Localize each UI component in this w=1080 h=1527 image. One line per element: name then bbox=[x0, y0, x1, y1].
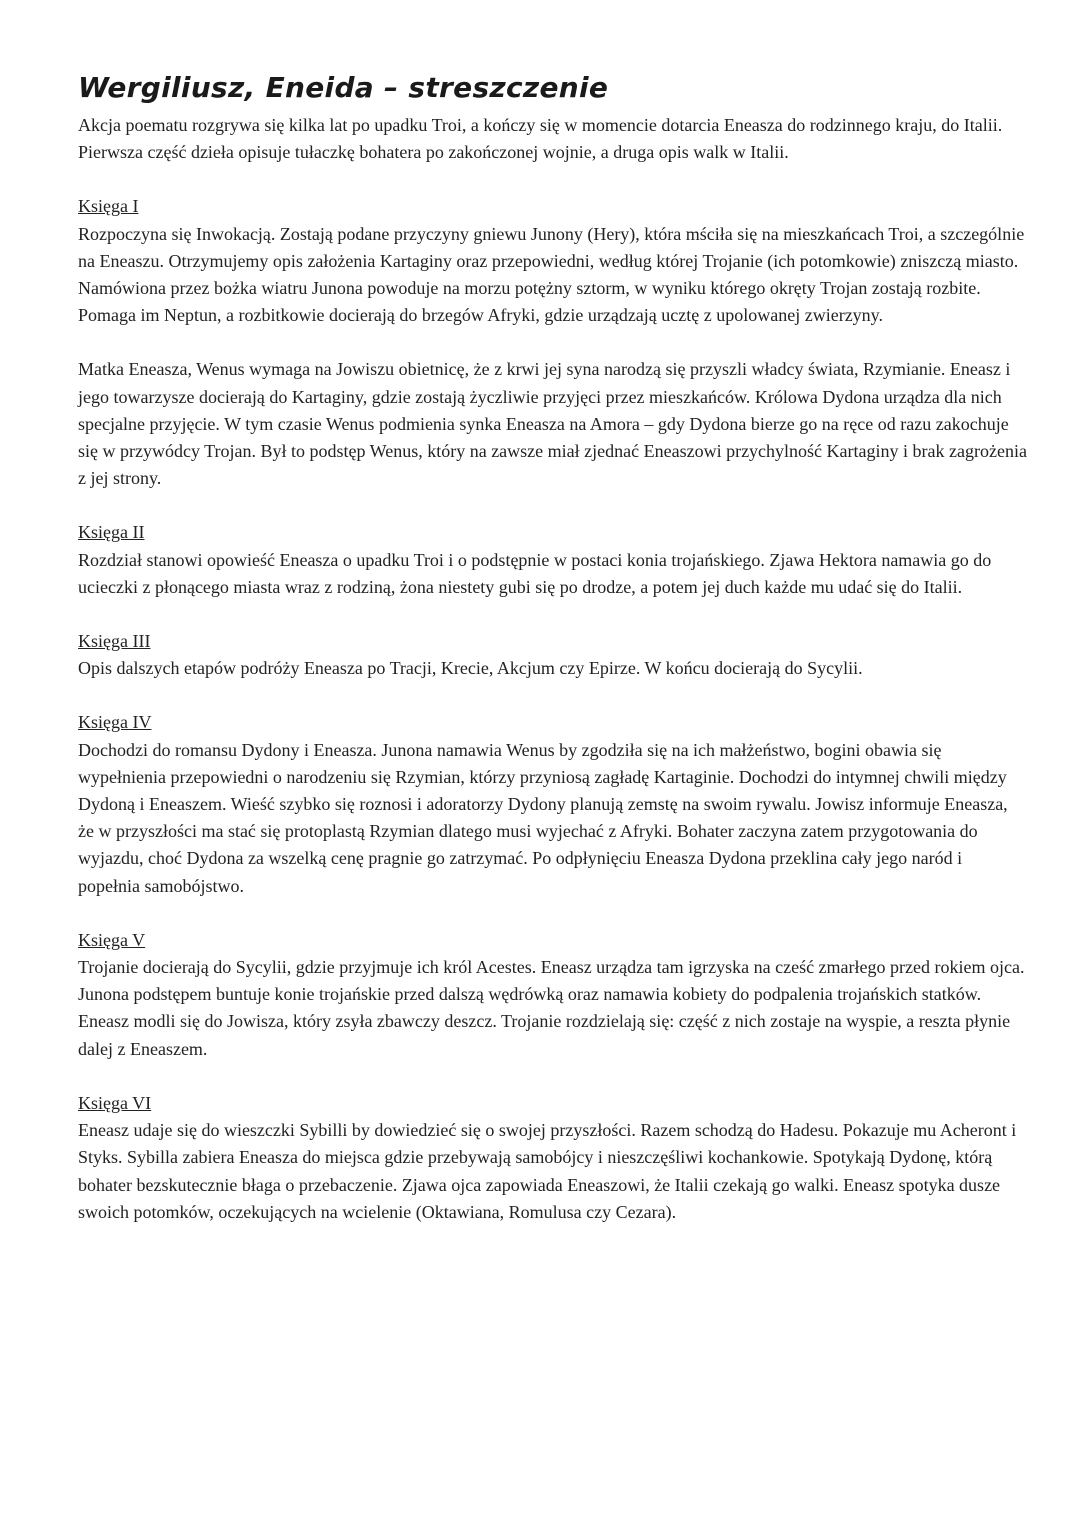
intro-paragraph: Akcja poematu rozgrywa się kilka lat po upadku Troi, a kończy się w momencie dotarcia Eneasza do rodzinnego kraju, do Italii. Pierwsza część dzieła opisuje tułaczkę bohatera po zakończonej wojnie, a druga opis walk w Italii. bbox=[78, 115, 1003, 163]
document-title: Wergiliusz, Eneida – streszczenie bbox=[78, 71, 609, 104]
section-paragraph: Opis dalszych etapów podróży Eneasza po Tracji, Krecie, Akcjum czy Epirze. W końcu docierają do Sycylii. bbox=[78, 658, 863, 679]
section-ksiega-2 bbox=[78, 519, 1028, 601]
section-ksiega-6 bbox=[78, 1090, 1028, 1226]
section-heading: Księga I bbox=[78, 196, 139, 217]
section-paragraph: Rozdział stanowi opowieść Eneasza o upadku Troi i o podstępnie w postaci konia trojańskiego. Zjawa Hektora namawia go do ucieczki z płonącego miasta wraz z rodziną, żona niestety gubi się po drodze, a potem jej duch każde mu udać się do Italii. bbox=[78, 549, 992, 597]
section-heading: Księga III bbox=[78, 631, 151, 652]
section-heading: Księga IV bbox=[78, 712, 152, 733]
section-ksiega-5 bbox=[78, 927, 1028, 1063]
section-heading: Księga V bbox=[78, 929, 146, 950]
document-page bbox=[78, 68, 1028, 1226]
section-paragraph: Trojanie docierają do Sycylii, gdzie przyjmuje ich król Acestes. Eneasz urządza tam igrzyska na cześć zmarłego przed rokiem ojca. Junona podstępem buntuje konie trojańskie przed dalszą wędrówką oraz namawia kobiety do podpalenia trojańskich statków. Eneasz modli się do Jowisza, który zsyła zbawczy deszcz. Trojanie rozdzielają się: część z nich zostaje na wyspie, a reszta płynie dalej z Eneaszem. bbox=[78, 957, 1025, 1059]
section-ksiega-1 bbox=[78, 193, 1028, 492]
section-heading: Księga II bbox=[78, 522, 145, 543]
section-heading: Księga VI bbox=[78, 1092, 152, 1113]
section-ksiega-4 bbox=[78, 709, 1028, 899]
section-paragraph: Eneasz udaje się do wieszczki Sybilli by dowiedzieć się o swojej przyszłości. Razem schodzą do Hadesu. Pokazuje mu Acheront i Styks. Sybilla zabiera Eneasza do miejsca gdzie przebywają samobójcy i nieszczęśliwi kochankowie. Spotykają Dydonę, którą bohater bezskutecznie błaga o przebaczenie. Zjawa ojca zapowiada Eneaszowi, że Italii czekają go walki. Eneasz spotyka dusze swoich potomków, oczekujących na wcielenie (Oktawiana, Romulusa czy Cezara). bbox=[78, 1120, 1017, 1222]
section-paragraph: Rozpoczyna się Inwokacją. Zostają podane przyczyny gniewu Junony (Hery), która mściła się na mieszkańcach Troi, a szczególnie na Eneaszu. Otrzymujemy opis założenia Kartaginy oraz przepowiedni, według której Trojanie (ich potomkowie) zniszczą miasto. Namówiona przez bożka wiatru Junona powoduje na morzu potężny sztorm, w wyniku którego okręty Trojan zostają rozbite. Pomaga im Neptun, a rozbitkowie docierają do brzegów Afryki, gdzie urządzają ucztę z upolowanej zwierzyny. bbox=[78, 223, 1025, 326]
section-paragraph: Dochodzi do romansu Dydony i Eneasza. Junona namawia Wenus by zgodziła się na ich małżeństwo, bogini obawia się wypełnienia przepowiedni o narodzeniu się Rzymian, którzy przyniosą zagładę Kartaginie. Dochodzi do intymnej chwili między Dydoną i Eneaszem. Wieść szybko się roznosi i adoratorzy Dydony planują zemstę na swoim rywalu. Jowisz informuje Eneasza, że w przyszłości ma stać się protoplastą Rzymian dlatego musi wyjechać z Afryki. Bohater zaczyna zatem przygotowania do wyjazdu, choć Dydona za wszelką cenę pragnie go zatrzymać. Po odpłynięciu Eneasza Dydona przeklina cały jego naród i popełnia samobójstwo. bbox=[78, 739, 1008, 896]
section-ksiega-3 bbox=[78, 628, 1028, 682]
section-paragraph: Matka Eneasza, Wenus wymaga na Jowiszu obietnicę, że z krwi jej syna narodzą się przyszli władcy świata, Rzymianie. Eneasz i jego towarzysze docierają do Kartaginy, gdzie zostają życzliwie przyjęci przez mieszkańców. Królowa Dydona urządza dla nich specjalne przyjęcie. W tym czasie Wenus podmienia synka Eneasza na Amora – gdy Dydona bierze go na ręce od razu zakochuje się w przywódcy Trojan. Był to podstęp Wenus, który na zawsze miał zjednać Eneaszowi przychylność Kartaginy i brak zagrożenia z jej strony. bbox=[78, 359, 1027, 489]
